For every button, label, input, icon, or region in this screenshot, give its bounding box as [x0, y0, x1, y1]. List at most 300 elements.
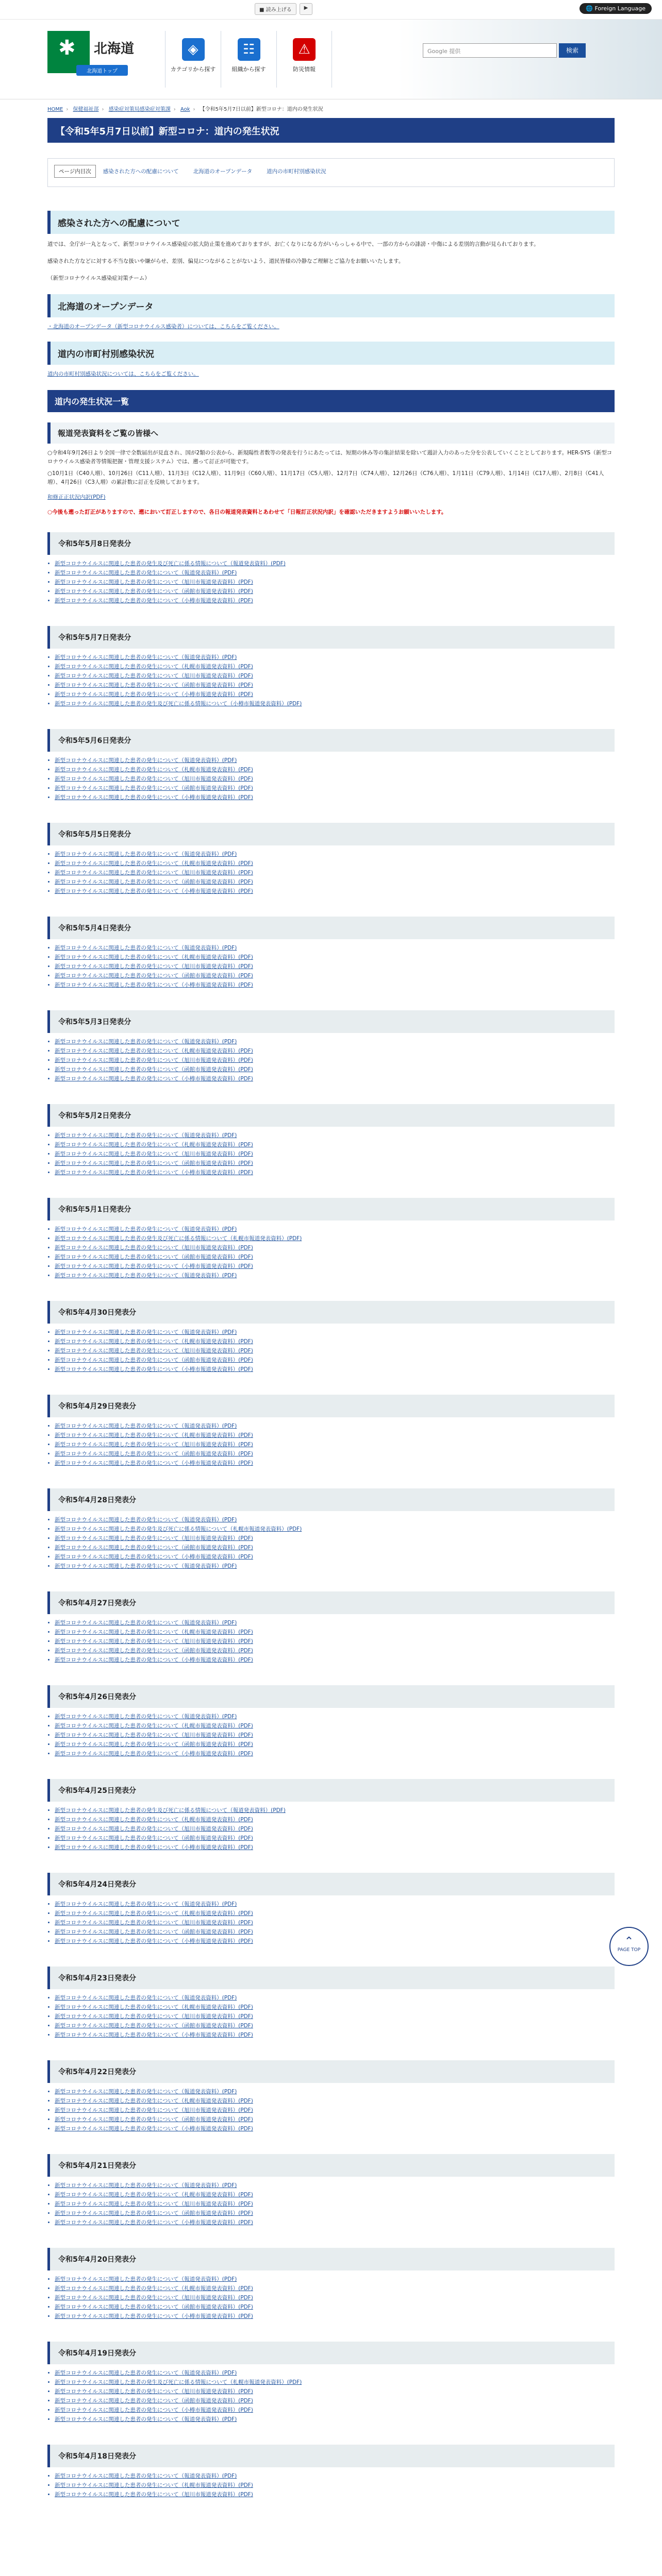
- pdf-link[interactable]: 新型コロナウイルスに関連した患者の発生について（小樽市報道発表資料）(PDF): [55, 1844, 253, 1851]
- pdf-link[interactable]: 新型コロナウイルスに関連した患者の発生について（報道発表資料）(PDF): [55, 1226, 237, 1232]
- pdf-link[interactable]: 新型コロナウイルスに関連した患者の発生について（函館市報道発表資料）(PDF): [55, 2398, 253, 2404]
- pdf-link[interactable]: 新型コロナウイルスに関連した患者の発生について（小樽市報道発表資料）(PDF): [55, 982, 253, 988]
- daily-release-block: [47, 1967, 615, 2040]
- notice-p2: ○10月1日（C40人増）、10月26日（C11人増）、11月3日（C12人増）、11月9日（C60人増）、11月17日（C5人増）、12月7日（C74人増）、12月26日（C76人増）、1月11日（C79人増）、1月14日（C17人増）、2月8日（C41人増）、4月26日（C3人増）の累計数に訂正を反映しております。: [47, 470, 604, 485]
- nav-disaster[interactable]: [276, 31, 332, 88]
- list-item: [55, 2218, 615, 2227]
- pdf-link[interactable]: 新型コロナウイルスに関連した患者の発生について（小樽市報道発表資料）(PDF): [55, 1938, 253, 1944]
- daily-release-block: [47, 1301, 615, 1374]
- list-item: [55, 1328, 615, 1337]
- list-item: [55, 1449, 615, 1459]
- pdf-link[interactable]: 新型コロナウイルスに関連した患者の発生について（函館市報道発表資料）(PDF): [55, 2116, 253, 2123]
- pdf-link[interactable]: 新型コロナウイルスに関連した患者の発生について（報道発表資料）(PDF): [55, 2089, 237, 2095]
- list-item: [55, 1149, 615, 1159]
- pdf-link[interactable]: 新型コロナウイルスに関連した患者の発生について（小樽市報道発表資料）(PDF): [55, 1366, 253, 1372]
- pdf-link[interactable]: 新型コロナウイルスに関連した患者の発生について（函館市報道発表資料）(PDF): [55, 1929, 253, 1935]
- list-item: [55, 1834, 615, 1843]
- pdf-link[interactable]: 新型コロナウイルスに関連した患者の発生について（札幌市報道発表資料）(PDF): [55, 1142, 253, 1148]
- pdf-link[interactable]: 新型コロナウイルスに関連した患者の発生について（函館市報道発表資料）(PDF): [55, 1648, 253, 1654]
- list-item: [55, 2293, 615, 2302]
- pdf-link[interactable]: 新型コロナウイルスに関連した患者の発生及び死亡に係る情報について（報道発表資料）(PDF): [55, 561, 286, 567]
- list-item: [55, 784, 615, 793]
- pdf-link[interactable]: 新型コロナウイルスに関連した患者の発生について（小樽市報道発表資料）(PDF): [55, 1657, 253, 1663]
- daily-releases: [47, 532, 615, 2499]
- list-item: [55, 578, 615, 587]
- release-link-list: [47, 1131, 615, 1177]
- consideration-p1: 道では、全庁が一丸となって、新型コロナウイルス感染症の拡大防止策を進めておりますが、お亡くなりになる方がいらっしゃる中で、一部の方からの誹謗・中傷による差別的言動が見られております。: [47, 241, 539, 247]
- search-button[interactable]: 検索: [559, 43, 586, 58]
- list-item: [55, 1159, 615, 1168]
- pdf-link[interactable]: 新型コロナウイルスに関連した患者の発生について（札幌市報道発表資料）(PDF): [55, 1338, 253, 1345]
- pdf-link[interactable]: 新型コロナウイルスに関連した患者の発生について（札幌市報道発表資料）(PDF): [55, 1910, 253, 1917]
- pdf-link[interactable]: 新型コロナウイルスに関連した患者の発生及び死亡に係る情報について（札幌市報道発表資料）(PDF): [55, 1235, 302, 1242]
- daily-release-block: [47, 2060, 615, 2133]
- list-item: [55, 1337, 615, 1346]
- release-link-list: [47, 2368, 615, 2424]
- pdf-link[interactable]: 新型コロナウイルスに関連した患者の発生について（札幌市報道発表資料）(PDF): [55, 1629, 253, 1635]
- pdf-link[interactable]: 新型コロナウイルスに関連した患者の発生について（函館市報道発表資料）(PDF): [55, 1357, 253, 1363]
- pdf-link[interactable]: 新型コロナウイルスに関連した患者の発生について（小樽市報道発表資料）(PDF): [55, 2407, 253, 2413]
- search-input[interactable]: Google 提供: [423, 43, 557, 58]
- list-item: [55, 1900, 615, 1909]
- daily-release-heading: 令和5年5月8日発表分: [47, 532, 615, 555]
- pdf-link[interactable]: 新型コロナウイルスに関連した患者の発生について（小樽市報道発表資料）(PDF): [55, 1263, 253, 1269]
- list-item: [55, 850, 615, 859]
- pdf-link[interactable]: 新型コロナウイルスに関連した患者の発生について（旭川市報道発表資料）(PDF): [55, 1057, 253, 1063]
- daily-release-heading: 令和5年5月1日発表分: [47, 1198, 615, 1221]
- list-item: [55, 2199, 615, 2209]
- pdf-link[interactable]: 新型コロナウイルスに関連した患者の発生について（小樽市報道発表資料）(PDF): [55, 598, 253, 604]
- list-item: [55, 1440, 615, 1449]
- page-top-label: PAGE TOP: [617, 1947, 641, 1953]
- release-link-list: [47, 1037, 615, 1083]
- daily-release-heading: 令和5年5月7日発表分: [47, 626, 615, 649]
- pdf-link[interactable]: 新型コロナウイルスに関連した患者の発生について（旭川市報道発表資料）(PDF): [55, 963, 253, 970]
- pdf-link[interactable]: 新型コロナウイルスに関連した患者の発生について（函館市報道発表資料）(PDF): [55, 2023, 253, 2029]
- list-item: [55, 887, 615, 896]
- pdf-link[interactable]: 新型コロナウイルスに関連した患者の発生について（報道発表資料）(PDF): [55, 1132, 237, 1139]
- list-item: [55, 1909, 615, 1918]
- pdf-link[interactable]: 新型コロナウイルスに関連した患者の発生について（報道発表資料）(PDF): [55, 757, 237, 764]
- list-item: [55, 2115, 615, 2124]
- list-item: [55, 671, 615, 681]
- pdf-link[interactable]: 新型コロナウイルスに関連した患者の発生について（旭川市報道発表資料）(PDF): [55, 1442, 253, 1448]
- list-item: [55, 2209, 615, 2218]
- pdf-link[interactable]: 新型コロナウイルスに関連した患者の発生について（旭川市報道発表資料）(PDF): [55, 2388, 253, 2395]
- list-item: [55, 1346, 615, 1355]
- list-item: [55, 2378, 615, 2387]
- list-item: [55, 2030, 615, 2040]
- pdf-link[interactable]: 新型コロナウイルスに関連した患者の発生について（函館市報道発表資料）(PDF): [55, 588, 253, 595]
- pdf-link[interactable]: 新型コロナウイルスに関連した患者の発生について（報道発表資料）(PDF): [55, 1329, 237, 1335]
- global-nav: [165, 31, 332, 88]
- pdf-link[interactable]: 新型コロナウイルスに関連した患者の発生について（小樽市報道発表資料）(PDF): [55, 2032, 253, 2038]
- pdf-link[interactable]: 新型コロナウイルスに関連した患者の発生及び死亡に係る情報について（札幌市報道発表資料）(PDF): [55, 2379, 302, 2385]
- daily-release-heading: 令和5年5月4日発表分: [47, 917, 615, 939]
- list-item: [55, 662, 615, 671]
- pdf-link[interactable]: 新型コロナウイルスに関連した患者の発生について（札幌市報道発表資料）(PDF): [55, 1432, 253, 1438]
- status-section: [47, 390, 615, 2499]
- toc-link-municipal[interactable]: 道内の市町村別感染状況: [267, 168, 326, 175]
- daily-release-heading: 令和5年4月24日発表分: [47, 1873, 615, 1895]
- pdf-link[interactable]: 新型コロナウイルスに関連した患者の発生について（小樽市報道発表資料）(PDF): [55, 1170, 253, 1176]
- list-item: [55, 1646, 615, 1655]
- organization-icon: ☷: [238, 38, 260, 61]
- list-item: [55, 1421, 615, 1431]
- list-item: [55, 2012, 615, 2021]
- pdf-link[interactable]: 新型コロナウイルスに関連した患者の発生について（報道発表資料）(PDF): [55, 1039, 237, 1045]
- pdf-link[interactable]: 新型コロナウイルスに関連した患者の発生について（小樽市報道発表資料）(PDF): [55, 2126, 253, 2132]
- list-item: [55, 1271, 615, 1280]
- list-item: [55, 2387, 615, 2396]
- daily-release-heading: 令和5年4月23日発表分: [47, 1967, 615, 1989]
- pdf-link[interactable]: 新型コロナウイルスに関連した患者の発生について（札幌市報道発表資料）(PDF): [55, 1723, 253, 1729]
- list-item: [55, 2471, 615, 2481]
- page-toc: [47, 158, 615, 187]
- list-item: [55, 1056, 615, 1065]
- list-item: [55, 1225, 615, 1234]
- list-item: [55, 1655, 615, 1665]
- pdf-link[interactable]: 新型コロナウイルスに関連した患者の発生について（報道発表資料）(PDF): [55, 570, 237, 576]
- pdf-link[interactable]: 新型コロナウイルスに関連した患者の発生について（札幌市報道発表資料）(PDF): [55, 2098, 253, 2104]
- pdf-link[interactable]: 新型コロナウイルスに関連した患者の発生について（報道発表資料）(PDF): [55, 1995, 237, 2001]
- list-item: [55, 1065, 615, 1074]
- list-item: [55, 1524, 615, 1534]
- daily-release-block: [47, 1488, 615, 1571]
- list-item: [55, 1262, 615, 1271]
- breadcrumb-current: 【令和5年5月7日以前】新型コロナ：道内の発生状況: [200, 107, 323, 112]
- pdf-link[interactable]: 新型コロナウイルスに関連した患者の発生について（報道発表資料）(PDF): [55, 1901, 237, 1907]
- release-link-list: [47, 1515, 615, 1571]
- pdf-link[interactable]: 新型コロナウイルスに関連した患者の発生について（札幌市報道発表資料）(PDF): [55, 1048, 253, 1054]
- daily-release-block: [47, 1010, 615, 1083]
- release-link-list: [47, 850, 615, 896]
- pdf-link[interactable]: 新型コロナウイルスに関連した患者の発生について（札幌市報道発表資料）(PDF): [55, 2285, 253, 2292]
- pdf-link[interactable]: 新型コロナウイルスに関連した患者の発生について（小樽市報道発表資料）(PDF): [55, 2313, 253, 2319]
- daily-release-heading: 令和5年5月2日発表分: [47, 1104, 615, 1127]
- list-item: [55, 2415, 615, 2424]
- list-item: [55, 1993, 615, 2003]
- pdf-link[interactable]: 新型コロナウイルスに関連した患者の発生について（小樽市報道発表資料）(PDF): [55, 691, 253, 698]
- breadcrumb: HOME › 保健福祉部 › 感染症対策局感染症対策課 › Aok › 【令和5年5月7日以前】新型コロナ：道内の発生状況: [0, 99, 662, 118]
- notice-heading: 報道発表資料をご覧の皆様へ: [47, 422, 615, 444]
- pdf-link[interactable]: 新型コロナウイルスに関連した患者の発生について（報道発表資料）(PDF): [55, 851, 237, 857]
- list-item: [55, 1749, 615, 1758]
- breadcrumb-home[interactable]: HOME: [47, 107, 63, 112]
- list-item: [55, 1731, 615, 1740]
- list-item: [55, 756, 615, 765]
- pdf-link[interactable]: 新型コロナウイルスに関連した患者の発生について（報道発表資料）(PDF): [55, 654, 237, 660]
- list-item: [55, 1815, 615, 1824]
- list-item: [55, 1365, 615, 1374]
- disaster-icon: ⚠: [293, 38, 316, 61]
- daily-release-heading: 令和5年4月25日発表分: [47, 1779, 615, 1802]
- pdf-link[interactable]: 新型コロナウイルスに関連した患者の発生について（函館市報道発表資料）(PDF): [55, 2304, 253, 2310]
- pdf-link[interactable]: 新型コロナウイルスに関連した患者の発生について（函館市報道発表資料）(PDF): [55, 1451, 253, 1457]
- list-item: [55, 1806, 615, 1815]
- pdf-link[interactable]: 新型コロナウイルスに関連した患者の発生について（小樽市報道発表資料）(PDF): [55, 2219, 253, 2226]
- site-search: [423, 43, 586, 58]
- release-link-list: [47, 2087, 615, 2133]
- release-link-list: [47, 1993, 615, 2040]
- daily-release-heading: 令和5年5月3日発表分: [47, 1010, 615, 1033]
- pdf-link[interactable]: 新型コロナウイルスに関連した患者の発生について（報道発表資料）(PDF): [55, 1563, 237, 1569]
- pdf-link[interactable]: 新型コロナウイルスに関連した患者の発生について（旭川市報道発表資料）(PDF): [55, 1151, 253, 1157]
- release-link-list: [47, 2471, 615, 2499]
- pdf-link[interactable]: 新型コロナウイルスに関連した患者の発生について（報道発表資料）(PDF): [55, 1423, 237, 1429]
- municipal-link[interactable]: 道内の市町村別感染状況については、こちらをご覧ください。: [47, 371, 199, 377]
- nav-organization-label: 組織から探す: [231, 66, 266, 73]
- nav-category-label: カテゴリから探す: [170, 66, 216, 73]
- daily-release-heading: 令和5年4月20日発表分: [47, 2248, 615, 2270]
- pdf-link[interactable]: 新型コロナウイルスに関連した患者の発生について（函館市報道発表資料）(PDF): [55, 2210, 253, 2216]
- pdf-link[interactable]: 新型コロナウイルスに関連した患者の発生について（函館市報道発表資料）(PDF): [55, 1160, 253, 1166]
- opendata-section: [47, 294, 615, 331]
- nav-category[interactable]: [165, 31, 221, 88]
- daily-release-block: [47, 1685, 615, 1758]
- list-item: [55, 2405, 615, 2415]
- pdf-link[interactable]: 新型コロナウイルスに関連した患者の発生について（函館市報道発表資料）(PDF): [55, 1741, 253, 1748]
- pdf-link[interactable]: 新型コロナウイルスに関連した患者の発生について（旭川市報道発表資料）(PDF): [55, 1826, 253, 1832]
- pdf-link[interactable]: 新型コロナウイルスに関連した患者の発生について（函館市報道発表資料）(PDF): [55, 973, 253, 979]
- daily-release-heading: 令和5年4月19日発表分: [47, 2342, 615, 2364]
- pdf-link[interactable]: 新型コロナウイルスに関連した患者の発生について（報道発表資料）(PDF): [55, 2276, 237, 2282]
- pdf-link[interactable]: 新型コロナウイルスに関連した患者の発生について（小樽市報道発表資料）(PDF): [55, 1554, 253, 1560]
- opendata-heading: 北海道のオープンデータ: [47, 294, 615, 317]
- page-title: 【令和5年5月7日以前】新型コロナ：道内の発生状況: [47, 118, 615, 143]
- pdf-link[interactable]: 新型コロナウイルスに関連した患者の発生について（旭川市報道発表資料）(PDF): [55, 1732, 253, 1738]
- pdf-link[interactable]: 新型コロナウイルスに関連した患者の発生について（小樽市報道発表資料）(PDF): [55, 794, 253, 801]
- list-item: [55, 1355, 615, 1365]
- list-item: [55, 1628, 615, 1637]
- pdf-link[interactable]: 新型コロナウイルスに関連した患者の発生について（札幌市報道発表資料）(PDF): [55, 1817, 253, 1823]
- toc-link-opendata[interactable]: 北海道のオープンデータ: [193, 168, 253, 175]
- breadcrumb-welfare[interactable]: 保健福祉部: [73, 107, 99, 112]
- list-item: [55, 1712, 615, 1721]
- pdf-link[interactable]: 新型コロナウイルスに関連した患者の発生について（報道発表資料）(PDF): [55, 2473, 237, 2479]
- pdf-link[interactable]: 新型コロナウイルスに関連した患者の発生について（小樽市報道発表資料）(PDF): [55, 1076, 253, 1082]
- pdf-link[interactable]: 新型コロナウイルスに関連した患者の発生について（旭川市報道発表資料）(PDF): [55, 2107, 253, 2113]
- list-item: [55, 1721, 615, 1731]
- pdf-link[interactable]: 新型コロナウイルスに関連した患者の発生について（函館市報道発表資料）(PDF): [55, 682, 253, 688]
- pdf-link[interactable]: 新型コロナウイルスに関連した患者の発生について（旭川市報道発表資料）(PDF): [55, 1638, 253, 1645]
- release-link-list: [47, 1328, 615, 1374]
- opendata-link[interactable]: ・北海道のオープンデータ（新型コロナウイルス感染者）については、こちらをご覧ください。: [47, 324, 279, 330]
- pdf-link[interactable]: 新型コロナウイルスに関連した患者の発生について（函館市報道発表資料）(PDF): [55, 1835, 253, 1841]
- list-item: [55, 2181, 615, 2190]
- site-header: [0, 20, 662, 99]
- warning-text: ○今後も遡った訂正がありますので、遡において訂正しますので、各日の報道発表資料とあわせて「日報訂正状況内訳」を確認いただきますようお願いいたします。: [47, 509, 447, 515]
- list-item: [55, 2096, 615, 2106]
- list-item: [55, 1168, 615, 1177]
- pdf-link[interactable]: 新型コロナウイルスに関連した患者の発生について（報道発表資料）(PDF): [55, 1517, 237, 1523]
- pdf-link[interactable]: 新型コロナウイルスに関連した患者の発生について（旭川市報道発表資料）(PDF): [55, 1348, 253, 1354]
- status-heading: 道内の発生状況一覧: [47, 390, 615, 412]
- release-link-list: [47, 2275, 615, 2321]
- list-item: [55, 2087, 615, 2096]
- notice-p1: ○令和4年9月26日より全国一律で全数届出が見直され、国が2類の公表から、新規陽性者数等の発表を行うにあたっては、短期の休み等の集計結果を除いて週計入力のあった分を公表していくこととしております。HER-SYS（新型コロナウイルス感染者等情報把握・管理支援システム）では、遡って訂正が可能です。: [47, 450, 613, 465]
- pdf-link[interactable]: 新型コロナウイルスに関連した患者の発生について（報道発表資料）(PDF): [55, 1273, 237, 1279]
- list-item: [55, 559, 615, 568]
- list-item: [55, 1552, 615, 1562]
- list-item: [55, 2106, 615, 2115]
- pdf-link[interactable]: 新型コロナウイルスに関連した患者の発生について（函館市報道発表資料）(PDF): [55, 785, 253, 791]
- pdf-link[interactable]: 新型コロナウイルスに関連した患者の発生について（小樽市報道発表資料）(PDF): [55, 1751, 253, 1757]
- toc-title: ページ内目次: [54, 165, 96, 178]
- pdf-link[interactable]: 新型コロナウイルスに関連した患者の発生について（函館市報道発表資料）(PDF): [55, 1254, 253, 1260]
- foreign-language-button[interactable]: 🌐 Foreign Language: [580, 3, 652, 14]
- top-link[interactable]: 北海道トップ: [76, 65, 128, 76]
- daily-release-block: [47, 2248, 615, 2321]
- pdf-link[interactable]: 新型コロナウイルスに関連した患者の発生について（札幌市報道発表資料）(PDF): [55, 2482, 253, 2488]
- pdf-link[interactable]: 新型コロナウイルスに関連した患者の発生について（旭川市報道発表資料）(PDF): [55, 1245, 253, 1251]
- list-item: [55, 1046, 615, 1056]
- list-item: [55, 943, 615, 953]
- list-item: [55, 2368, 615, 2378]
- release-link-list: [47, 1712, 615, 1758]
- pdf-link[interactable]: 新型コロナウイルスに関連した患者の発生について（報道発表資料）(PDF): [55, 1620, 237, 1626]
- breadcrumb-aok[interactable]: Aok: [180, 107, 190, 112]
- list-item: [55, 765, 615, 774]
- list-item: [55, 1515, 615, 1524]
- pdf-link[interactable]: 新型コロナウイルスに関連した患者の発生について（報道発表資料）(PDF): [55, 2182, 237, 2189]
- pdf-link[interactable]: 新型コロナウイルスに関連した患者の発生について（札幌市報道発表資料）(PDF): [55, 664, 253, 670]
- list-item: [55, 1459, 615, 1468]
- pdf-link[interactable]: 新型コロナウイルスに関連した患者の発生について（旭川市報道発表資料）(PDF): [55, 2201, 253, 2207]
- list-item: [55, 699, 615, 708]
- list-item: [55, 793, 615, 802]
- list-item: [55, 962, 615, 971]
- list-item: [55, 2490, 615, 2499]
- pdf-link[interactable]: 新型コロナウイルスに関連した患者の発生について（札幌市報道発表資料）(PDF): [55, 2004, 253, 2010]
- toc-link-consideration[interactable]: 感染された方への配慮について: [103, 168, 179, 175]
- daily-release-block: [47, 1395, 615, 1468]
- pdf-link[interactable]: 新型コロナウイルスに関連した患者の発生について（旭川市報道発表資料）(PDF): [55, 776, 253, 782]
- daily-release-heading: 令和5年5月6日発表分: [47, 729, 615, 752]
- list-item: [55, 1431, 615, 1440]
- daily-release-block: [47, 1779, 615, 1852]
- daily-release-block: [47, 1873, 615, 1946]
- municipal-section: [47, 342, 615, 379]
- pdf-link[interactable]: 新型コロナウイルスに関連した患者の発生について（小樽市報道発表資料）(PDF): [55, 888, 253, 894]
- release-link-list: [47, 1421, 615, 1468]
- list-item: [55, 1927, 615, 1937]
- daily-release-heading: 令和5年4月22日発表分: [47, 2060, 615, 2083]
- pdf-link[interactable]: 新型コロナウイルスに関連した患者の発生について（旭川市報道発表資料）(PDF): [55, 1535, 253, 1541]
- list-item: [55, 2312, 615, 2321]
- release-link-list: [47, 756, 615, 802]
- list-item: [55, 2284, 615, 2293]
- release-link-list: [47, 1225, 615, 1280]
- list-item: [55, 774, 615, 784]
- daily-release-block: [47, 729, 615, 802]
- pdf-link[interactable]: 新型コロナウイルスに関連した患者の発生及び死亡に係る情報について（報道発表資料）(PDF): [55, 1807, 286, 1814]
- arrow-up-icon: ⌃: [624, 1935, 634, 1948]
- pdf-link[interactable]: 新型コロナウイルスに関連した患者の発生について（小樽市報道発表資料）(PDF): [55, 1460, 253, 1466]
- pdf-link[interactable]: 新型コロナウイルスに関連した患者の発生について（旭川市報道発表資料）(PDF): [55, 673, 253, 679]
- daily-release-block: [47, 532, 615, 605]
- pdf-link[interactable]: 新型コロナウイルスに関連した患者の発生について（函館市報道発表資料）(PDF): [55, 1545, 253, 1551]
- breadcrumb-infection-dept[interactable]: 感染症対策局感染症対策課: [108, 107, 171, 112]
- daily-release-heading: 令和5年4月27日発表分: [47, 1591, 615, 1614]
- list-item: [55, 653, 615, 662]
- pdf-link[interactable]: 新型コロナウイルスに関連した患者の発生及び死亡に係る情報について（札幌市報道発表資料）(PDF): [55, 1526, 302, 1532]
- pdf-link[interactable]: 新型コロナウイルスに関連した患者の発生及び死亡に係る情報について（小樽市報道発表資料）(PDF): [55, 701, 302, 707]
- list-item: [55, 587, 615, 596]
- consideration-p3: （新型コロナウイルス感染症対策チーム）: [47, 275, 150, 281]
- page-top-button[interactable]: [609, 1927, 649, 1966]
- list-item: [55, 1543, 615, 1552]
- pdf-link[interactable]: 新型コロナウイルスに関連した患者の発生について（旭川市報道発表資料）(PDF): [55, 2492, 253, 2498]
- release-link-list: [47, 1900, 615, 1946]
- daily-release-block: [47, 1198, 615, 1280]
- list-item: [55, 2124, 615, 2133]
- pdf-link[interactable]: 新型コロナウイルスに関連した患者の発生について（報道発表資料）(PDF): [55, 945, 237, 951]
- list-item: [55, 1918, 615, 1927]
- site-name: 北海道: [94, 41, 135, 57]
- daily-release-heading: 令和5年4月18日発表分: [47, 2445, 615, 2467]
- pdf-link[interactable]: 新型コロナウイルスに関連した患者の発生について（旭川市報道発表資料）(PDF): [55, 2295, 253, 2301]
- pdf-link[interactable]: 新型コロナウイルスに関連した患者の発生について（札幌市報道発表資料）(PDF): [55, 954, 253, 960]
- correction-link[interactable]: 和修正正状況内訳(PDF): [47, 494, 106, 500]
- list-item: [55, 1243, 615, 1252]
- list-item: [55, 1618, 615, 1628]
- release-link-list: [47, 653, 615, 708]
- list-item: [55, 1937, 615, 1946]
- pdf-link[interactable]: 新型コロナウイルスに関連した患者の発生について（旭川市報道発表資料）(PDF): [55, 1920, 253, 1926]
- list-item: [55, 2481, 615, 2490]
- list-item: [55, 2275, 615, 2284]
- category-icon: ◈: [182, 38, 205, 61]
- list-item: [55, 1140, 615, 1149]
- list-item: [55, 953, 615, 962]
- pdf-link[interactable]: 新型コロナウイルスに関連した患者の発生について（札幌市報道発表資料）(PDF): [55, 2192, 253, 2198]
- pdf-link[interactable]: 新型コロナウイルスに関連した患者の発生について（報道発表資料）(PDF): [55, 1714, 237, 1720]
- list-item: [55, 568, 615, 578]
- pdf-link[interactable]: 新型コロナウイルスに関連した患者の発生について（函館市報道発表資料）(PDF): [55, 1066, 253, 1073]
- list-item: [55, 1534, 615, 1543]
- list-item: [55, 980, 615, 990]
- read-aloud-button[interactable]: ■ 読み上げる: [255, 3, 296, 15]
- pdf-link[interactable]: 新型コロナウイルスに関連した患者の発生について（旭川市報道発表資料）(PDF): [55, 870, 253, 876]
- list-item: [55, 1824, 615, 1834]
- daily-release-block: [47, 2154, 615, 2227]
- play-button[interactable]: ▶: [300, 3, 313, 15]
- pdf-link[interactable]: 新型コロナウイルスに関連した患者の発生について（札幌市報道発表資料）(PDF): [55, 860, 253, 867]
- pdf-link[interactable]: 新型コロナウイルスに関連した患者の発生について（旭川市報道発表資料）(PDF): [55, 2013, 253, 2020]
- pdf-link[interactable]: 新型コロナウイルスに関連した患者の発生について（札幌市報道発表資料）(PDF): [55, 767, 253, 773]
- pdf-link[interactable]: 新型コロナウイルスに関連した患者の発生について（報道発表資料）(PDF): [55, 2370, 237, 2376]
- list-item: [55, 2302, 615, 2312]
- list-item: [55, 1740, 615, 1749]
- daily-release-block: [47, 626, 615, 708]
- list-item: [55, 1637, 615, 1646]
- list-item: [55, 877, 615, 887]
- pdf-link[interactable]: 新型コロナウイルスに関連した患者の発生について（旭川市報道発表資料）(PDF): [55, 579, 253, 585]
- release-link-list: [47, 2181, 615, 2227]
- daily-release-heading: 令和5年4月30日発表分: [47, 1301, 615, 1324]
- list-item: [55, 971, 615, 980]
- pdf-link[interactable]: 新型コロナウイルスに関連した患者の発生について（函館市報道発表資料）(PDF): [55, 879, 253, 885]
- list-item: [55, 690, 615, 699]
- list-item: [55, 2396, 615, 2405]
- consideration-p2: 感染された方などに対する不当な扱いや嫌がらせ、差別、偏見につながることがないよう、道民皆様の冷静なご理解とご協力をお願いいたします。: [47, 258, 404, 264]
- list-item: [55, 1131, 615, 1140]
- release-link-list: [47, 943, 615, 990]
- list-item: [55, 1843, 615, 1852]
- nav-organization[interactable]: [221, 31, 276, 88]
- pdf-link[interactable]: 新型コロナウイルスに関連した患者の発生について（報道発表資料）(PDF): [55, 2416, 237, 2422]
